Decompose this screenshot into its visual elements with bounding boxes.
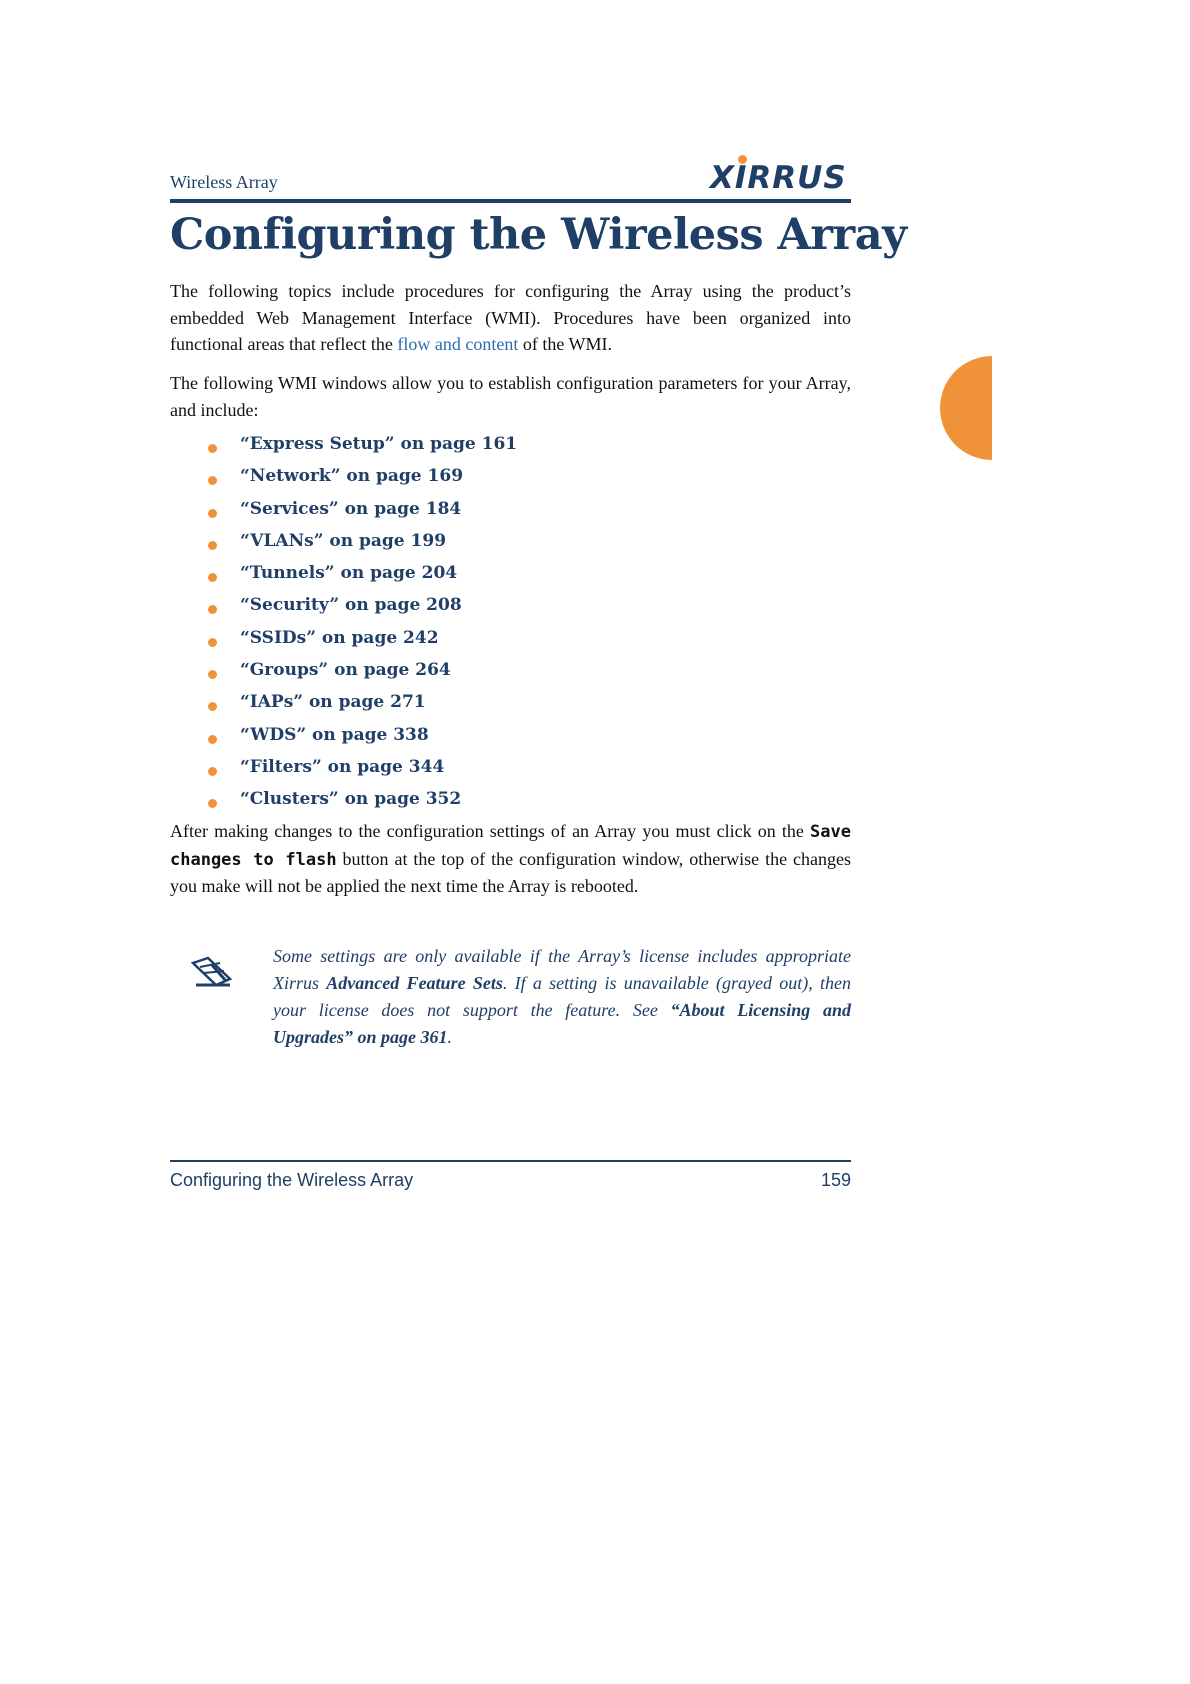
flow-and-content-link[interactable]: flow and content (397, 334, 519, 354)
save-text-end: button at the top of the configuration window, otherwise the changes you make will not be applied the next time the Array is rebooted. (170, 848, 851, 896)
topic-link[interactable]: “Tunnels” on page 204 (240, 563, 458, 584)
list-item (170, 432, 851, 464)
header-rule (170, 199, 851, 203)
intro-text-start: The following topics include procedures for configuring the Array using the product’s embedded Web Management Interface (WMI). Procedures have been organized into functional areas that reflect the (170, 281, 851, 354)
footer-title: Configuring the Wireless Array (170, 1170, 414, 1190)
bullet-icon (208, 444, 217, 453)
chapter-tab (940, 356, 992, 460)
bullet-icon (208, 605, 217, 614)
save-instructions-paragraph (170, 818, 851, 900)
topic-link[interactable]: “VLANs” on page 199 (240, 530, 447, 551)
bullet-icon (208, 735, 217, 744)
topic-list (170, 432, 851, 820)
topic-link[interactable]: “Network” on page 169 (240, 466, 464, 487)
bullet-icon (208, 541, 217, 550)
list-item (170, 464, 851, 496)
list-item (170, 497, 851, 529)
windows-paragraph: The following WMI windows allow you to establish configuration parameters for your Array, and include: (170, 373, 851, 420)
note-pencil-icon (190, 955, 234, 989)
intro-paragraph (170, 278, 851, 358)
topic-link[interactable]: “WDS” on page 338 (240, 724, 429, 745)
licensing-reference-link[interactable]: “About Licensing and Upgrades” on page 361 (273, 1000, 852, 1047)
page-number: 159 (820, 1170, 851, 1190)
save-changes-button-name: Save changes to flash (170, 822, 851, 870)
topic-link[interactable]: “SSIDs” on page 242 (240, 627, 439, 648)
topic-link[interactable]: “Express Setup” on page 161 (240, 434, 518, 454)
list-item (170, 561, 851, 593)
topic-link[interactable]: “Clusters” on page 352 (240, 789, 462, 810)
list-item (170, 529, 851, 561)
save-text-start: After making changes to the configuration settings of an Array you must click on the (170, 821, 811, 841)
bullet-icon (208, 476, 217, 485)
licensing-note (273, 943, 851, 1051)
list-item (170, 593, 851, 625)
list-item (170, 755, 851, 787)
bullet-icon (208, 573, 217, 582)
topic-link[interactable]: “Services” on page 184 (240, 498, 462, 519)
list-item (170, 723, 851, 755)
bullet-icon (208, 638, 217, 647)
xirrus-logo: XIRRUS (710, 160, 847, 196)
bullet-icon (208, 509, 217, 518)
note-text-1: Some settings are only available if the Array’s license includes appropriate Xirrus (273, 946, 851, 993)
bullet-icon (208, 670, 217, 679)
bullet-icon (208, 767, 217, 776)
note-text-3: . (447, 1027, 452, 1047)
list-item (170, 787, 851, 819)
list-item (170, 690, 851, 722)
advanced-feature-sets-text: Advanced Feature Sets (326, 973, 503, 993)
list-item (170, 626, 851, 658)
bullet-icon (208, 702, 217, 711)
topic-link[interactable]: “IAPs” on page 271 (240, 692, 426, 713)
list-item (170, 658, 851, 690)
topic-link[interactable]: “Filters” on page 344 (240, 756, 445, 777)
bullet-icon (208, 799, 217, 808)
intro-text-end: of the WMI. (518, 334, 613, 354)
topic-link[interactable]: “Groups” on page 264 (240, 660, 451, 681)
running-header: Wireless Array (170, 172, 278, 192)
note-text-2: . If a setting is unavailable (grayed out), then your license does not support the feature. See (273, 973, 851, 1020)
page-title: Configuring the Wireless Array (170, 210, 907, 260)
footer-rule (170, 1160, 851, 1162)
topic-link[interactable]: “Security” on page 208 (240, 595, 462, 616)
